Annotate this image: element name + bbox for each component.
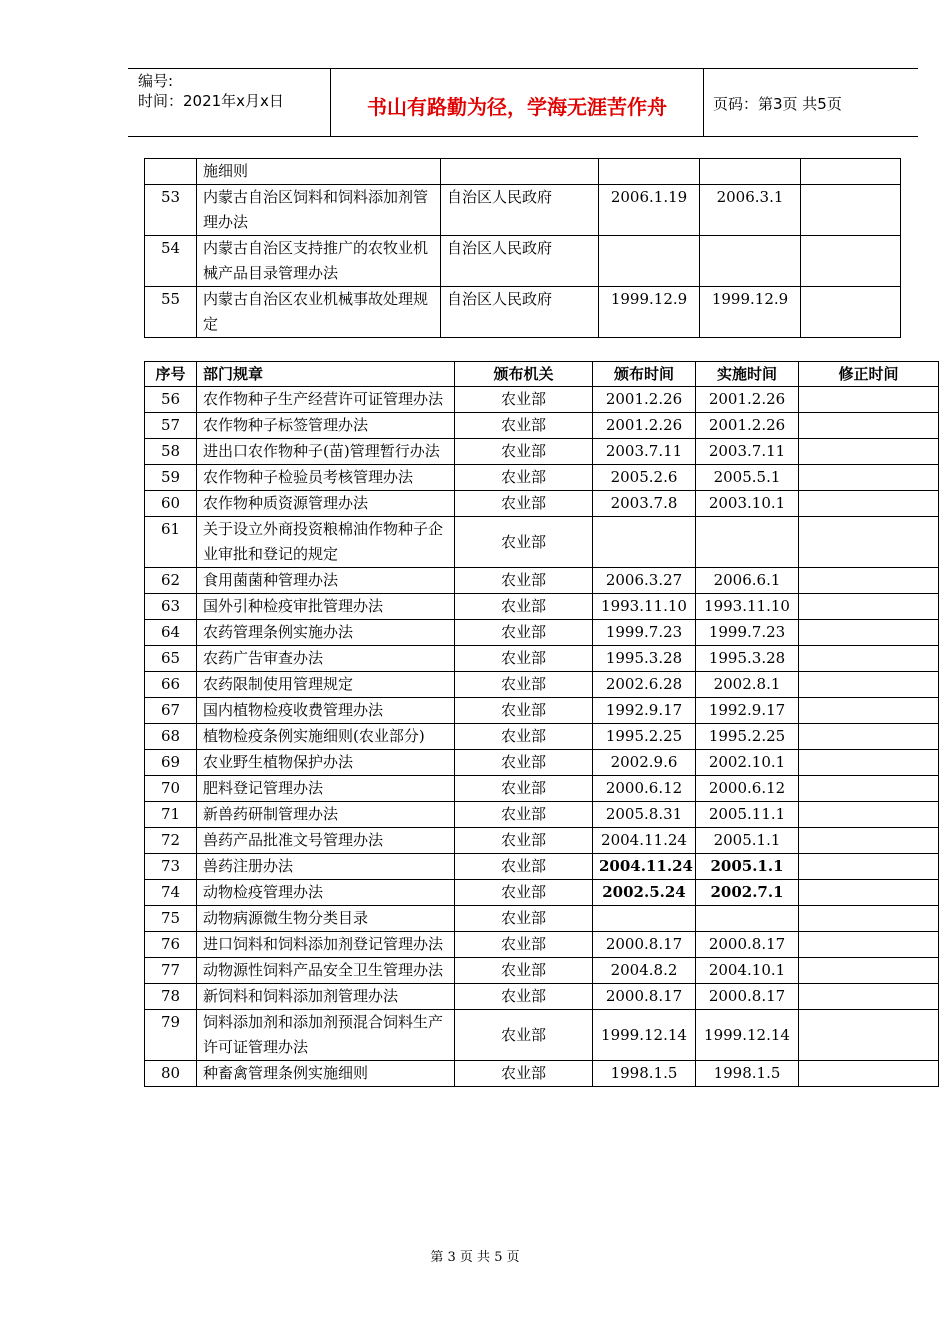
cell-revised: [799, 672, 939, 698]
cell-no: 62: [145, 568, 197, 594]
cell-org: 农业部: [455, 517, 593, 568]
page-header: [128, 68, 918, 137]
table-header-row: [145, 362, 939, 387]
cell-issued: 2000.6.12: [593, 776, 696, 802]
table-row: [145, 236, 901, 287]
cell-effective: 2003.10.1: [696, 491, 799, 517]
cell-org: 农业部: [455, 387, 593, 413]
cell-no: 70: [145, 776, 197, 802]
table-row: [145, 698, 939, 724]
cell-revised: [799, 984, 939, 1010]
cell-effective: 2002.7.1: [696, 880, 799, 906]
table-row: [145, 750, 939, 776]
cell-name: 饲料添加剂和添加剂预混合饲料生产许可证管理办法: [197, 1010, 455, 1061]
cell-revised: [801, 236, 901, 287]
cell-name: 内蒙古自治区支持推广的农牧业机械产品目录管理办法: [197, 236, 441, 287]
cell-revised: [799, 413, 939, 439]
cell-name: 兽药注册办法: [197, 854, 455, 880]
cell-org: 农业部: [455, 724, 593, 750]
cell-effective: 2000.8.17: [696, 932, 799, 958]
cell-effective: 2006.6.1: [696, 568, 799, 594]
cell-issued: 2002.6.28: [593, 672, 696, 698]
cell-org: 自治区人民政府: [441, 287, 599, 338]
cell-effective: [696, 906, 799, 932]
header-issued: 颁布时间: [593, 362, 696, 387]
cell-org: 农业部: [455, 776, 593, 802]
cell-revised: [801, 185, 901, 236]
header-divider: [703, 69, 704, 136]
header-slogan: 书山有路勤为径，学海无涯苦作舟: [367, 95, 667, 119]
cell-issued: 1999.12.14: [593, 1010, 696, 1061]
cell-no: 61: [145, 517, 197, 568]
cell-issued: 2000.8.17: [593, 984, 696, 1010]
cell-name: 植物检疫条例实施细则(农业部分): [197, 724, 455, 750]
table-row: [145, 1010, 939, 1061]
table-row: [145, 517, 939, 568]
header-page-label: 页码：第3页 共5页: [713, 95, 842, 113]
cell-issued: 1998.1.5: [593, 1061, 696, 1087]
cell-revised: [799, 387, 939, 413]
cell-effective: 2001.2.26: [696, 413, 799, 439]
cell-org: 农业部: [455, 958, 593, 984]
department-rules-table: [144, 361, 939, 1087]
table-row: [145, 646, 939, 672]
cell-name: 动物病源微生物分类目录: [197, 906, 455, 932]
cell-no: 55: [145, 287, 197, 338]
table-row: [145, 672, 939, 698]
cell-revised: [799, 776, 939, 802]
cell-effective: 1999.12.14: [696, 1010, 799, 1061]
cell-effective: 2001.2.26: [696, 387, 799, 413]
cell-issued: 2004.8.2: [593, 958, 696, 984]
cell-issued: 1995.3.28: [593, 646, 696, 672]
cell-org: 农业部: [455, 620, 593, 646]
cell-no: 71: [145, 802, 197, 828]
table-row: [145, 185, 901, 236]
cell-org: 农业部: [455, 491, 593, 517]
cell-effective: 1992.9.17: [696, 698, 799, 724]
cell-name: 肥料登记管理办法: [197, 776, 455, 802]
cell-effective: 1998.1.5: [696, 1061, 799, 1087]
regulations-table-continued: [144, 158, 901, 338]
cell-no: 78: [145, 984, 197, 1010]
cell-name: 进口饲料和饲料添加剂登记管理办法: [197, 932, 455, 958]
table-row: [145, 880, 939, 906]
header-no: 序号: [145, 362, 197, 387]
cell-effective: 2005.11.1: [696, 802, 799, 828]
cell-issued: 1992.9.17: [593, 698, 696, 724]
table-row: [145, 287, 901, 338]
cell-name: 农作物种子检验员考核管理办法: [197, 465, 455, 491]
table-row: [145, 413, 939, 439]
cell-no: 58: [145, 439, 197, 465]
cell-effective: 2004.10.1: [696, 958, 799, 984]
cell-org: 农业部: [455, 672, 593, 698]
cell-name: 食用菌菌种管理办法: [197, 568, 455, 594]
number-label: 编号:: [138, 72, 174, 90]
cell-issued: [593, 517, 696, 568]
cell-revised: [799, 1061, 939, 1087]
table-row: [145, 159, 901, 185]
cell-revised: [801, 159, 901, 185]
cell-issued: 2004.11.24: [593, 828, 696, 854]
cell-name: 施细则: [197, 159, 441, 185]
cell-org: 农业部: [455, 1010, 593, 1061]
cell-no: [145, 159, 197, 185]
cell-no: 63: [145, 594, 197, 620]
cell-effective: 2005.1.1: [696, 854, 799, 880]
cell-org: 农业部: [455, 465, 593, 491]
cell-revised: [799, 517, 939, 568]
cell-no: 57: [145, 413, 197, 439]
table-row: [145, 776, 939, 802]
cell-effective: 1999.12.9: [700, 287, 801, 338]
table-row: [145, 828, 939, 854]
time-label: 时间：2021年x月x日: [138, 92, 284, 110]
cell-issued: 2001.2.26: [593, 413, 696, 439]
table-row: [145, 620, 939, 646]
cell-revised: [799, 1010, 939, 1061]
cell-revised: [799, 620, 939, 646]
cell-name: 内蒙古自治区饲料和饲料添加剂管理办法: [197, 185, 441, 236]
cell-issued: 2002.9.6: [593, 750, 696, 776]
table-row: [145, 724, 939, 750]
cell-name: 农作物种子生产经营许可证管理办法: [197, 387, 455, 413]
cell-no: 60: [145, 491, 197, 517]
cell-org: 农业部: [455, 906, 593, 932]
cell-no: 77: [145, 958, 197, 984]
cell-no: 80: [145, 1061, 197, 1087]
cell-name: 国内植物检疫收费管理办法: [197, 698, 455, 724]
cell-no: 59: [145, 465, 197, 491]
cell-name: 关于设立外商投资粮棉油作物种子企业审批和登记的规定: [197, 517, 455, 568]
page-footer: 第 3 页 共 5 页: [430, 1250, 520, 1265]
cell-no: 66: [145, 672, 197, 698]
cell-no: 74: [145, 880, 197, 906]
cell-issued: 1999.12.9: [599, 287, 700, 338]
cell-name: 农业野生植物保护办法: [197, 750, 455, 776]
cell-name: 进出口农作物种子(苗)管理暂行办法: [197, 439, 455, 465]
cell-issued: 1995.2.25: [593, 724, 696, 750]
cell-org: 农业部: [455, 932, 593, 958]
table-row: [145, 854, 939, 880]
cell-no: 69: [145, 750, 197, 776]
cell-name: 兽药产品批准文号管理办法: [197, 828, 455, 854]
cell-issued: 2006.3.27: [593, 568, 696, 594]
table-row: [145, 465, 939, 491]
cell-name: 内蒙古自治区农业机械事故处理规定: [197, 287, 441, 338]
cell-effective: [696, 517, 799, 568]
cell-revised: [799, 465, 939, 491]
cell-name: 农作物种质资源管理办法: [197, 491, 455, 517]
cell-org: 农业部: [455, 750, 593, 776]
table-row: [145, 802, 939, 828]
header-name: 部门规章: [197, 362, 455, 387]
cell-effective: 2003.7.11: [696, 439, 799, 465]
cell-name: 农作物种子标签管理办法: [197, 413, 455, 439]
cell-no: 64: [145, 620, 197, 646]
cell-issued: 2006.1.19: [599, 185, 700, 236]
cell-issued: 2005.8.31: [593, 802, 696, 828]
cell-revised: [799, 802, 939, 828]
cell-revised: [799, 698, 939, 724]
cell-issued: 2005.2.6: [593, 465, 696, 491]
cell-revised: [799, 854, 939, 880]
table-row: [145, 984, 939, 1010]
header-org: 颁布机关: [455, 362, 593, 387]
table-row: [145, 594, 939, 620]
cell-revised: [799, 932, 939, 958]
cell-issued: 1993.11.10: [593, 594, 696, 620]
cell-name: 新饲料和饲料添加剂管理办法: [197, 984, 455, 1010]
cell-effective: 1995.2.25: [696, 724, 799, 750]
cell-issued: 2004.11.24: [593, 854, 696, 880]
cell-revised: [799, 828, 939, 854]
cell-no: 75: [145, 906, 197, 932]
table-row: [145, 568, 939, 594]
cell-revised: [799, 491, 939, 517]
cell-revised: [799, 568, 939, 594]
table-row: [145, 958, 939, 984]
cell-no: 54: [145, 236, 197, 287]
cell-name: 新兽药研制管理办法: [197, 802, 455, 828]
cell-effective: 1999.7.23: [696, 620, 799, 646]
cell-org: 农业部: [455, 413, 593, 439]
cell-revised: [799, 906, 939, 932]
cell-revised: [799, 724, 939, 750]
cell-name: 国外引种检疫审批管理办法: [197, 594, 455, 620]
table-row: [145, 1061, 939, 1087]
cell-revised: [799, 958, 939, 984]
cell-issued: 2001.2.26: [593, 387, 696, 413]
cell-org: 农业部: [455, 880, 593, 906]
cell-issued: [599, 236, 700, 287]
header-meta: [138, 71, 284, 111]
cell-no: 72: [145, 828, 197, 854]
table-row: [145, 491, 939, 517]
cell-issued: [593, 906, 696, 932]
table-row: [145, 439, 939, 465]
cell-no: 79: [145, 1010, 197, 1061]
cell-revised: [799, 594, 939, 620]
cell-effective: 2005.1.1: [696, 828, 799, 854]
cell-no: 73: [145, 854, 197, 880]
cell-revised: [801, 287, 901, 338]
cell-issued: [599, 159, 700, 185]
cell-org: 农业部: [455, 646, 593, 672]
table-body: [145, 387, 939, 1087]
table-body: [145, 159, 901, 338]
cell-effective: 1995.3.28: [696, 646, 799, 672]
header-revised: 修正时间: [799, 362, 939, 387]
cell-issued: 2003.7.11: [593, 439, 696, 465]
cell-org: 农业部: [455, 698, 593, 724]
cell-no: 56: [145, 387, 197, 413]
table-row: [145, 932, 939, 958]
cell-name: 种畜禽管理条例实施细则: [197, 1061, 455, 1087]
cell-no: 68: [145, 724, 197, 750]
cell-issued: 2003.7.8: [593, 491, 696, 517]
cell-org: 农业部: [455, 594, 593, 620]
cell-org: [441, 159, 599, 185]
cell-effective: 2002.8.1: [696, 672, 799, 698]
cell-org: 农业部: [455, 802, 593, 828]
cell-issued: 2000.8.17: [593, 932, 696, 958]
cell-no: 76: [145, 932, 197, 958]
cell-org: 农业部: [455, 1061, 593, 1087]
table-row: [145, 387, 939, 413]
cell-revised: [799, 646, 939, 672]
cell-org: 农业部: [455, 568, 593, 594]
cell-no: 65: [145, 646, 197, 672]
cell-org: 农业部: [455, 828, 593, 854]
cell-effective: 2006.3.1: [700, 185, 801, 236]
cell-issued: 2002.5.24: [593, 880, 696, 906]
cell-effective: 1993.11.10: [696, 594, 799, 620]
cell-revised: [799, 439, 939, 465]
cell-effective: 2000.8.17: [696, 984, 799, 1010]
cell-revised: [799, 880, 939, 906]
cell-name: 农药限制使用管理规定: [197, 672, 455, 698]
cell-effective: 2000.6.12: [696, 776, 799, 802]
cell-org: 农业部: [455, 984, 593, 1010]
cell-name: 农药管理条例实施办法: [197, 620, 455, 646]
cell-org: 农业部: [455, 854, 593, 880]
cell-effective: 2002.10.1: [696, 750, 799, 776]
cell-name: 农药广告审查办法: [197, 646, 455, 672]
cell-org: 自治区人民政府: [441, 236, 599, 287]
cell-no: 53: [145, 185, 197, 236]
cell-name: 动物检疫管理办法: [197, 880, 455, 906]
cell-name: 动物源性饲料产品安全卫生管理办法: [197, 958, 455, 984]
cell-org: 自治区人民政府: [441, 185, 599, 236]
cell-effective: 2005.5.1: [696, 465, 799, 491]
cell-issued: 1999.7.23: [593, 620, 696, 646]
cell-effective: [700, 236, 801, 287]
cell-revised: [799, 750, 939, 776]
cell-no: 67: [145, 698, 197, 724]
header-effective: 实施时间: [696, 362, 799, 387]
cell-effective: [700, 159, 801, 185]
table-row: [145, 906, 939, 932]
cell-org: 农业部: [455, 439, 593, 465]
